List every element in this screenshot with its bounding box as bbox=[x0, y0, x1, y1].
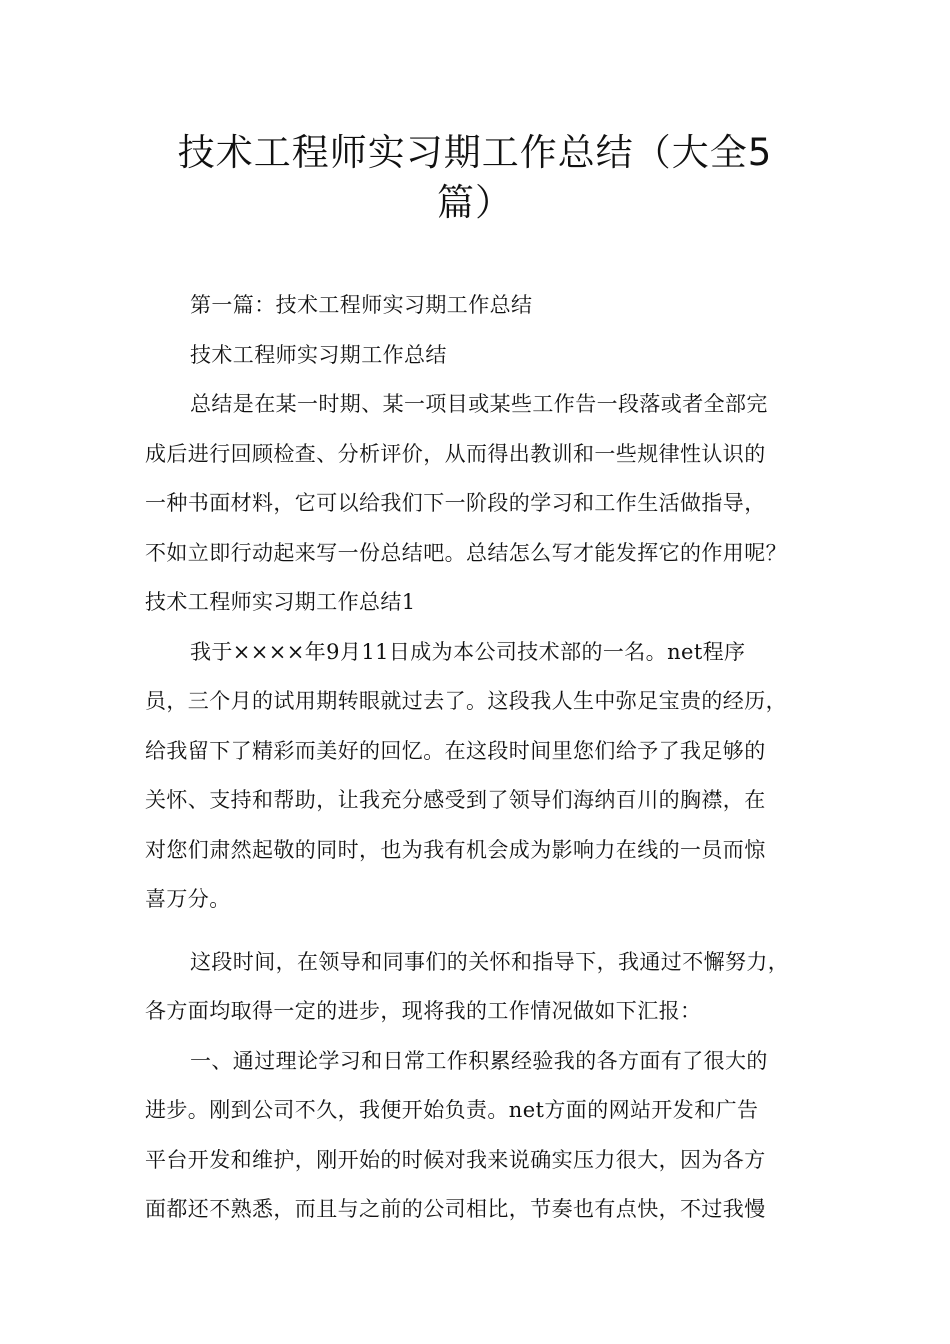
title-line-2: 篇） bbox=[437, 181, 513, 224]
paragraph-line: 成后进行回顾检查、分析评价，从而得出教训和一些规律性认识的 bbox=[145, 441, 766, 466]
paragraph-line: 总结是在某一时期、某一项目或某些工作告一段落或者全部完 bbox=[190, 392, 768, 416]
paragraph-line: 我于××××年9月11日成为本公司技术部的一名。net程序 bbox=[190, 639, 746, 664]
paragraph-line: 各方面均取得一定的进步，现将我的工作情况做如下汇报： bbox=[145, 999, 702, 1023]
paragraph-line: 对您们肃然起敬的同时，也为我有机会成为影响力在线的一员而惊 bbox=[145, 837, 766, 862]
paragraph-line: 一种书面材料，它可以给我们下一阶段的学习和工作生活做指导， bbox=[145, 491, 766, 515]
paragraph-line: 这段时间，在领导和同事们的关怀和指导下，我通过不懈努力， bbox=[190, 949, 790, 974]
paragraph-line: 不如立即行动起来写一份总结吧。总结怎么写才能发挥它的作用呢？ bbox=[145, 540, 787, 565]
paragraph-line: 喜万分。 bbox=[145, 887, 231, 911]
paragraph-line: 给我留下了精彩而美好的回忆。在这段时间里您们给予了我足够的 bbox=[145, 738, 766, 763]
subsection-heading: 技术工程师实习期工作总结 bbox=[190, 342, 447, 367]
paragraph-line: 关怀、支持和帮助，让我充分感受到了领导们海纳百川的胸襟，在 bbox=[145, 788, 766, 812]
paragraph-line: 平台开发和维护，刚开始的时候对我来说确实压力很大，因为各方 bbox=[145, 1147, 766, 1172]
paragraph-line: 面都还不熟悉，而且与之前的公司相比，节奏也有点快，不过我慢 bbox=[145, 1197, 766, 1221]
section-heading: 第一篇：技术工程师实习期工作总结 bbox=[190, 293, 533, 317]
paragraph-line: 员，三个月的试用期转眼就过去了。这段我人生中弥足宝贵的经历， bbox=[145, 689, 787, 713]
paragraph-line: 进步。刚到公司不久，我便开始负责。net方面的网站开发和广告 bbox=[145, 1098, 759, 1122]
title-line-1: 技术工程师实习期工作总结（大全5 bbox=[177, 131, 773, 174]
paragraph-line: 技术工程师实习期工作总结1 bbox=[145, 590, 416, 614]
document-body bbox=[145, 281, 825, 1235]
paragraph-line: 一、通过理论学习和日常工作积累经验我的各方面有了很大的 bbox=[190, 1048, 768, 1073]
document-title bbox=[150, 128, 800, 228]
